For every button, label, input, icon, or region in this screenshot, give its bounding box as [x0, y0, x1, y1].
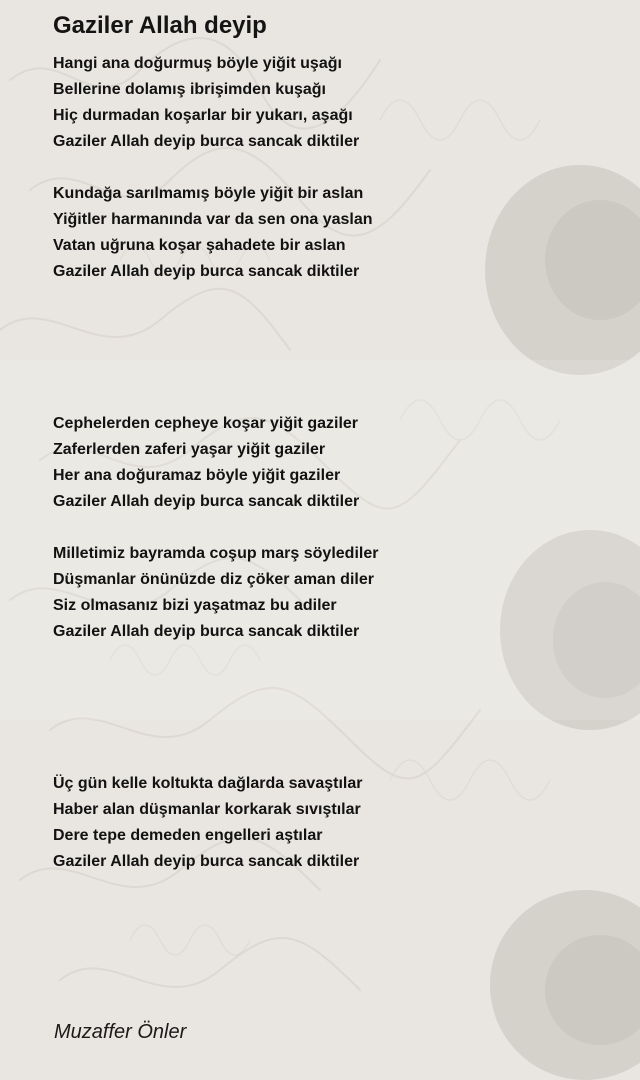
stanza-5: [53, 771, 362, 875]
verse-line: Cephelerden cepheye koşar yiğit gaziler: [53, 415, 359, 432]
verse-line: Gaziler Allah deyip burca sancak diktiler: [53, 263, 360, 280]
stanza-3: [53, 411, 359, 515]
verse-line: Zaferlerden zaferi yaşar yiğit gaziler: [53, 441, 326, 458]
poem-title: Gaziler Allah deyip: [53, 12, 267, 39]
verse-line: Düşmanlar önünüzde diz çöker aman diler: [53, 571, 374, 588]
verse-line: Gaziler Allah deyip burca sancak diktiler: [53, 493, 360, 510]
verse-line: Hiç durmadan koşarlar bir yukarı, aşağı: [53, 107, 353, 124]
verse-line: Haber alan düşmanlar korkarak sıvıştılar: [53, 801, 361, 818]
verse-line: Hangi ana doğurmuş böyle yiğit uşağı: [53, 55, 342, 72]
poem-author: Muzaffer Önler: [54, 1021, 187, 1043]
stanza-4: [53, 541, 378, 645]
verse-line: Gaziler Allah deyip burca sancak diktiler: [53, 133, 360, 150]
verse-line: Bellerine dolamış ibrişimden kuşağı: [53, 81, 326, 98]
verse-line: Her ana doğuramaz böyle yiğit gaziler: [53, 467, 341, 484]
verse-line: Üç gün kelle koltukta dağlarda savaştılar: [53, 775, 363, 792]
verse-line: Gaziler Allah deyip burca sancak diktiler: [53, 853, 360, 870]
verse-line: Vatan uğruna koşar şahadete bir aslan: [53, 237, 346, 254]
verse-line: Siz olmasanız bizi yaşatmaz bu adiler: [53, 597, 337, 614]
stanza-2: [53, 181, 373, 285]
verse-line: Milletimiz bayramda coşup marş söylediler: [53, 545, 379, 562]
verse-line: Kundağa sarılmamış böyle yiğit bir aslan: [53, 185, 364, 202]
stanza-1: [53, 51, 359, 155]
verse-line: Gaziler Allah deyip burca sancak diktiler: [53, 623, 360, 640]
verse-line: Dere tepe demeden engelleri aştılar: [53, 827, 323, 844]
verse-line: Yiğitler harmanında var da sen ona yaslan: [53, 211, 373, 228]
